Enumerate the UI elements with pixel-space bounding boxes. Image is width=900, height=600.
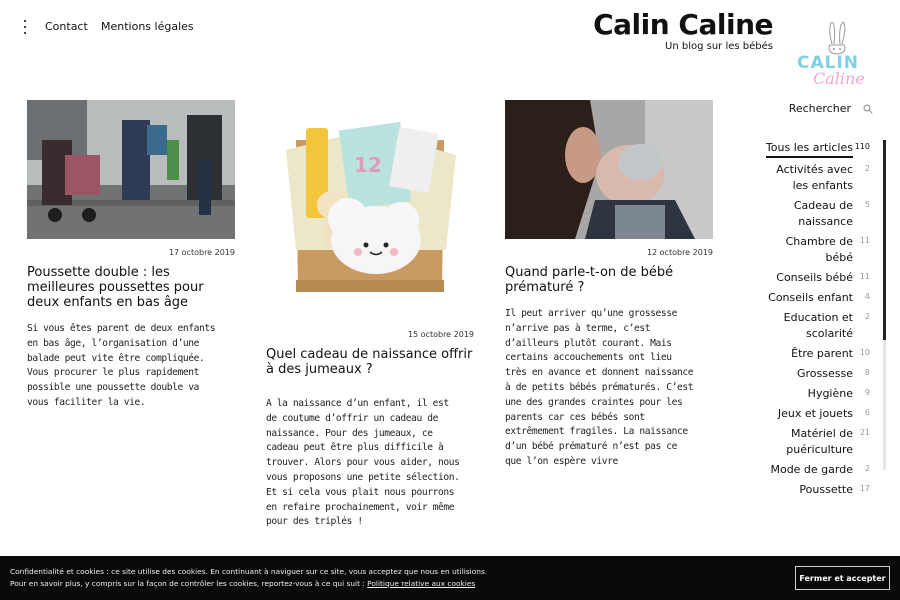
- site-title[interactable]: Calin Caline: [593, 8, 773, 41]
- post-image-gift-box[interactable]: [266, 100, 474, 315]
- category-name: Education et scolarité: [783, 311, 853, 340]
- category-count: 21: [859, 428, 870, 437]
- post-title[interactable]: Poussette double : les meilleures poussettes pour deux enfants en bas âge: [27, 265, 204, 310]
- category-name: Poussette: [799, 483, 853, 496]
- category-name: Mode de garde: [770, 463, 853, 476]
- post-image-stroller[interactable]: [27, 100, 235, 239]
- category-item-all[interactable]: [760, 140, 880, 158]
- category-count: 9: [864, 388, 870, 397]
- category-list: [760, 140, 880, 496]
- category-name: Conseils bébé: [776, 271, 853, 284]
- category-item[interactable]: [760, 198, 880, 230]
- sidebar-scrollbar-thumb[interactable]: [883, 140, 886, 340]
- site-tagline: Un blog sur les bébés: [665, 41, 773, 52]
- category-count: 2: [864, 312, 870, 321]
- post-title[interactable]: Quel cadeau de naissance offrir à des jumeaux ?: [266, 347, 473, 377]
- category-item[interactable]: [760, 162, 880, 194]
- search-widget[interactable]: [770, 102, 875, 118]
- category-item[interactable]: [760, 346, 880, 362]
- category-count: 11: [859, 236, 870, 245]
- search-label[interactable]: Rechercher: [788, 102, 851, 115]
- category-name: Être parent: [791, 347, 853, 360]
- category-count: 17: [859, 484, 870, 493]
- category-name: Conseils enfant: [768, 291, 853, 304]
- category-name: Grossesse: [797, 367, 853, 380]
- category-count: 6: [864, 408, 870, 417]
- category-name: Jeux et jouets: [777, 407, 853, 420]
- post-card: [27, 100, 235, 411]
- site-logo[interactable]: [795, 18, 873, 88]
- category-item[interactable]: [760, 310, 880, 342]
- category-item[interactable]: [760, 406, 880, 422]
- logo-word-caline: Caline: [813, 69, 865, 88]
- nav-legal-link[interactable]: Mentions légales: [101, 20, 194, 33]
- category-name: Chambre de bébé: [785, 235, 853, 264]
- post-date: 15 octobre 2019: [407, 330, 474, 339]
- category-count: 11: [859, 272, 870, 281]
- logo-word-calin: CALIN: [797, 53, 860, 73]
- category-item[interactable]: [760, 234, 880, 266]
- category-count: 2: [864, 164, 870, 173]
- category-item[interactable]: [760, 290, 880, 306]
- category-name: Matériel de puériculture: [786, 427, 853, 456]
- post-image-premature-baby[interactable]: [505, 100, 713, 239]
- cookie-accept-button[interactable]: Fermer et accepter: [795, 566, 890, 590]
- post-card: [266, 100, 474, 530]
- cookie-line-2: [10, 578, 770, 590]
- cookie-text: [10, 566, 770, 590]
- category-count: 4: [864, 292, 870, 301]
- category-count: 2: [864, 464, 870, 473]
- search-icon[interactable]: [863, 104, 873, 114]
- nav-contact-link[interactable]: Contact: [45, 20, 88, 33]
- category-count: 8: [864, 368, 870, 377]
- menu-dots-icon[interactable]: [22, 20, 28, 34]
- svg-text:12: 12: [354, 153, 382, 177]
- category-name: Cadeau de naissance: [793, 199, 853, 228]
- category-item[interactable]: [760, 462, 880, 478]
- category-count: 10: [859, 348, 870, 357]
- post-excerpt: Si vous êtes parent de deux enfants en bas âge, l’organisation d’une balade peut vite être compliquée. Vous procurer le plus rapidement possible une poussette double va vous faciliter la vie.: [27, 323, 216, 408]
- category-count: 110: [854, 142, 870, 151]
- category-name: Tous les articles: [766, 140, 853, 158]
- cookie-line-2-prefix: Pour en savoir plus, y compris sur la façon de contrôler les cookies, reportez-vous à ce qui suit :: [10, 579, 368, 588]
- category-name: Hygiène: [807, 387, 853, 400]
- category-item[interactable]: [760, 482, 880, 498]
- post-date: 17 octobre 2019: [168, 248, 235, 257]
- cookie-line-1: Confidentialité et cookies : ce site utilise des cookies. En continuant à naviguer sur ce site, vous acceptez que nous en utilisions.: [10, 567, 488, 576]
- category-item[interactable]: [760, 270, 880, 286]
- category-item[interactable]: [760, 366, 880, 382]
- category-item[interactable]: [760, 386, 880, 402]
- cookie-banner: [0, 556, 900, 600]
- category-name: Activités avec les enfants: [776, 163, 853, 192]
- cookie-policy-link[interactable]: Politique relative aux cookies: [367, 579, 476, 588]
- post-date: 12 octobre 2019: [646, 248, 713, 257]
- post-excerpt: A la naissance d’un enfant, il est de coutume d’offrir un cadeau de naissance. Pour des jumeaux, ce cadeau peut être plus difficile à trouver. Alors pour vous aider, nous vous proposons une petite sélection. Et si cela vous plait nous pourrons en refaire prochainement, voir même pour des triplés !: [266, 398, 460, 528]
- post-title[interactable]: Quand parle-t-on de bébé prématuré ?: [505, 265, 674, 295]
- category-item[interactable]: [760, 426, 880, 458]
- category-count: 5: [864, 200, 870, 209]
- post-card: [505, 100, 713, 470]
- post-excerpt: Il peut arriver qu’une grossesse n’arrive pas à terme, c’est d’ailleurs plutôt courant. Mais certains accouchements ont lieu très en avance et donnent naissance à de petits bébés prématurés. C’est une des grandes craintes pour les parents car ces bébés sont extrêmement fragiles. La naissance d’un bébé prématuré n’est pas ce que l’on espère vivre: [505, 308, 694, 467]
